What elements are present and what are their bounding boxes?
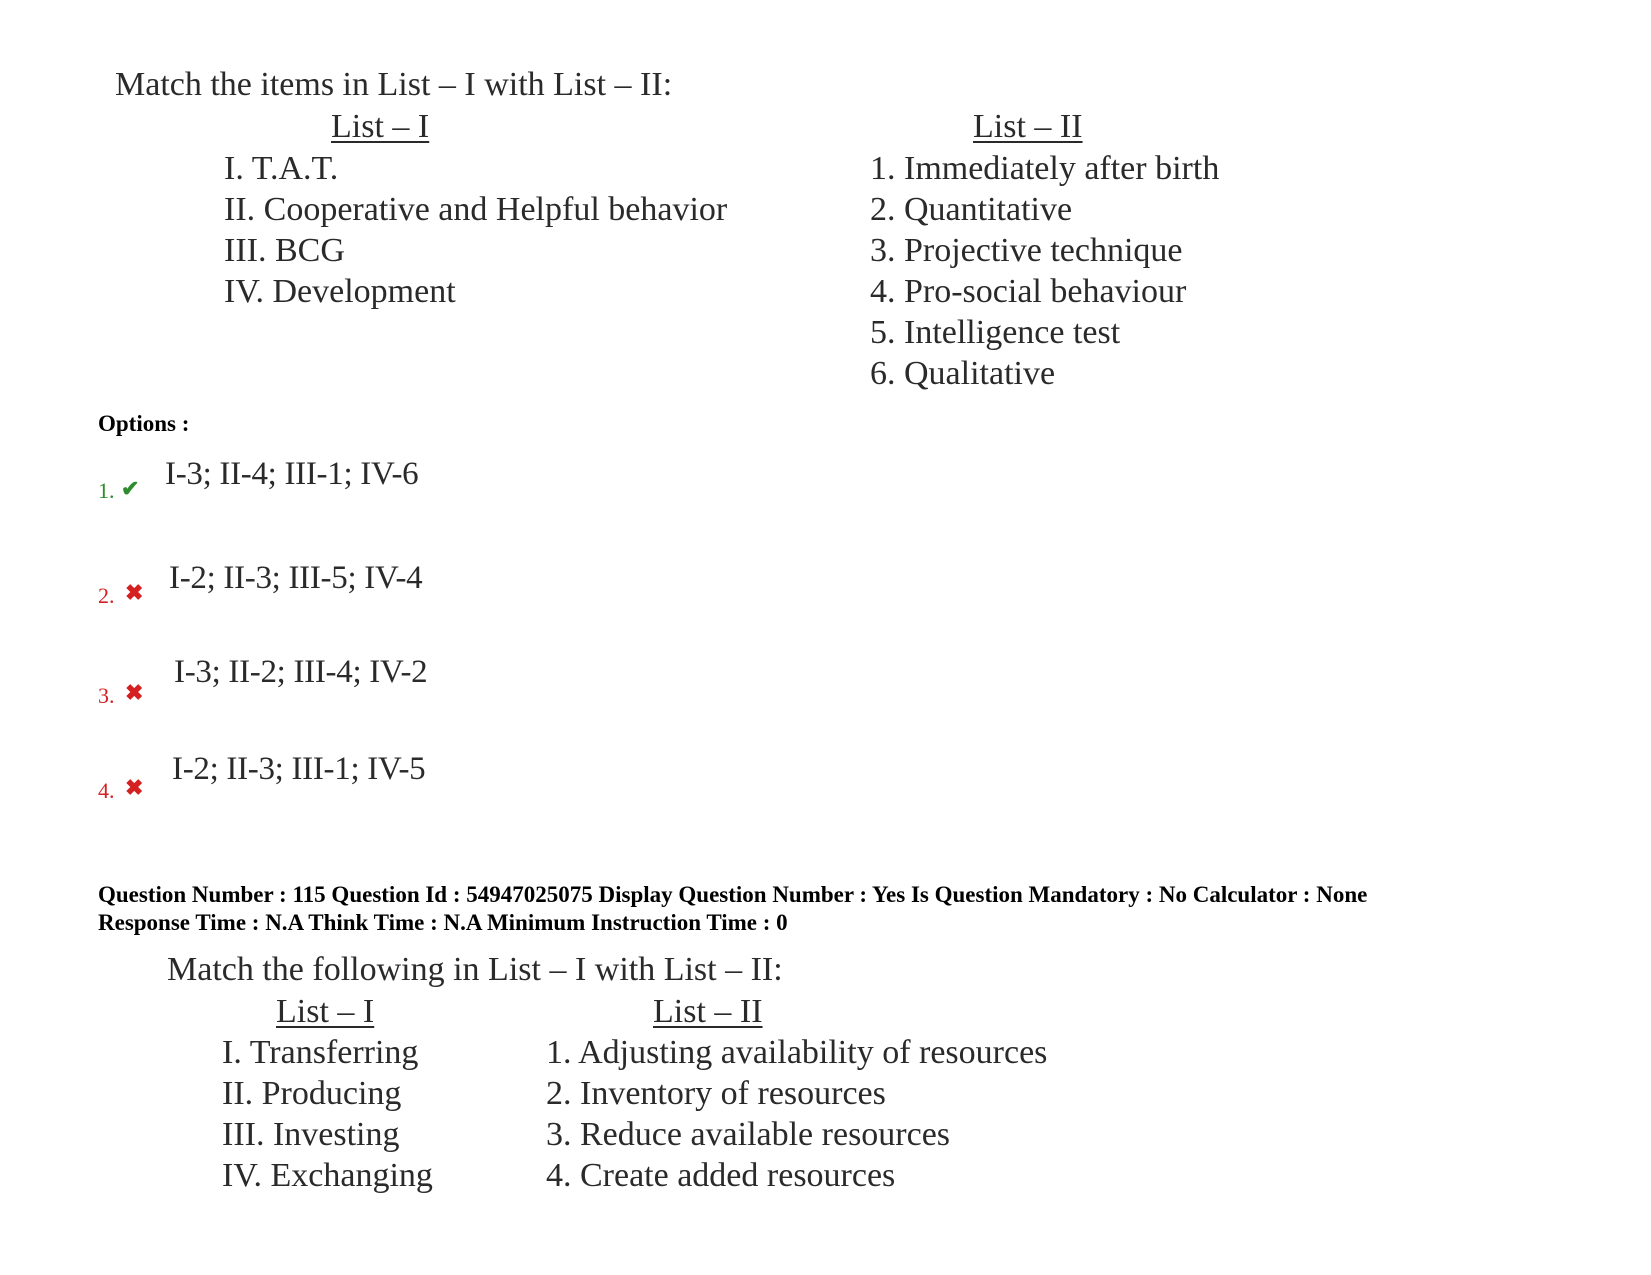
list-1-item: IV. Development bbox=[224, 273, 456, 310]
option-text: I-3; II-2; III-4; IV-2 bbox=[174, 654, 428, 690]
list-2-item: 6. Qualitative bbox=[870, 355, 1056, 392]
list-2-item: 2. Inventory of resources bbox=[546, 1075, 886, 1112]
list-2-item: 1. Adjusting availability of resources bbox=[546, 1034, 1048, 1071]
option-text: I-3; II-4; III-1; IV-6 bbox=[165, 456, 419, 492]
option-text: I-2; II-3; III-1; IV-5 bbox=[172, 751, 426, 787]
cross-icon: ✖ bbox=[125, 680, 144, 705]
list-1-item: IV. Exchanging bbox=[222, 1157, 433, 1194]
question-prompt: Match the items in List – I with List – II: bbox=[115, 66, 673, 103]
option-number: 3. bbox=[98, 683, 115, 708]
list-1-item: II. Cooperative and Helpful behavior bbox=[224, 191, 728, 228]
list-2-item: 2. Quantitative bbox=[870, 191, 1073, 228]
cross-icon: ✖ bbox=[125, 775, 144, 800]
list-2-header: List – II bbox=[973, 108, 1083, 145]
list-1-item: I. Transferring bbox=[222, 1034, 419, 1071]
list-2-item: 4. Create added resources bbox=[546, 1157, 896, 1194]
option-text: I-2; II-3; III-5; IV-4 bbox=[169, 560, 423, 596]
cross-icon: ✖ bbox=[125, 580, 144, 605]
question-meta-line-2: Response Time : N.A Think Time : N.A Minimum Instruction Time : 0 bbox=[98, 910, 788, 935]
list-2-item: 1. Immediately after birth bbox=[870, 150, 1220, 187]
option-number: 1. bbox=[98, 478, 115, 503]
list-1-item: III. BCG bbox=[224, 232, 345, 269]
list-2-item: 3. Projective technique bbox=[870, 232, 1183, 269]
option-number: 2. bbox=[98, 583, 115, 608]
list-1-header: List – I bbox=[276, 993, 375, 1030]
list-2-item: 3. Reduce available resources bbox=[546, 1116, 951, 1153]
list-2-item: 4. Pro-social behaviour bbox=[870, 273, 1187, 310]
list-1-item: III. Investing bbox=[222, 1116, 400, 1153]
list-1-item: I. T.A.T. bbox=[224, 150, 339, 187]
option-number: 4. bbox=[98, 778, 115, 803]
check-icon: ✔ bbox=[121, 476, 140, 501]
list-2-header: List – II bbox=[653, 993, 763, 1030]
question-meta-line-1: Question Number : 115 Question Id : 54947025075 Display Question Number : Yes Is Question Mandatory : No Calculator : None bbox=[98, 882, 1368, 907]
list-1-header: List – I bbox=[331, 108, 430, 145]
question-prompt: Match the following in List – I with List – II: bbox=[167, 951, 783, 988]
list-2-item: 5. Intelligence test bbox=[870, 314, 1121, 351]
options-label: Options : bbox=[98, 411, 190, 436]
list-1-item: II. Producing bbox=[222, 1075, 402, 1112]
